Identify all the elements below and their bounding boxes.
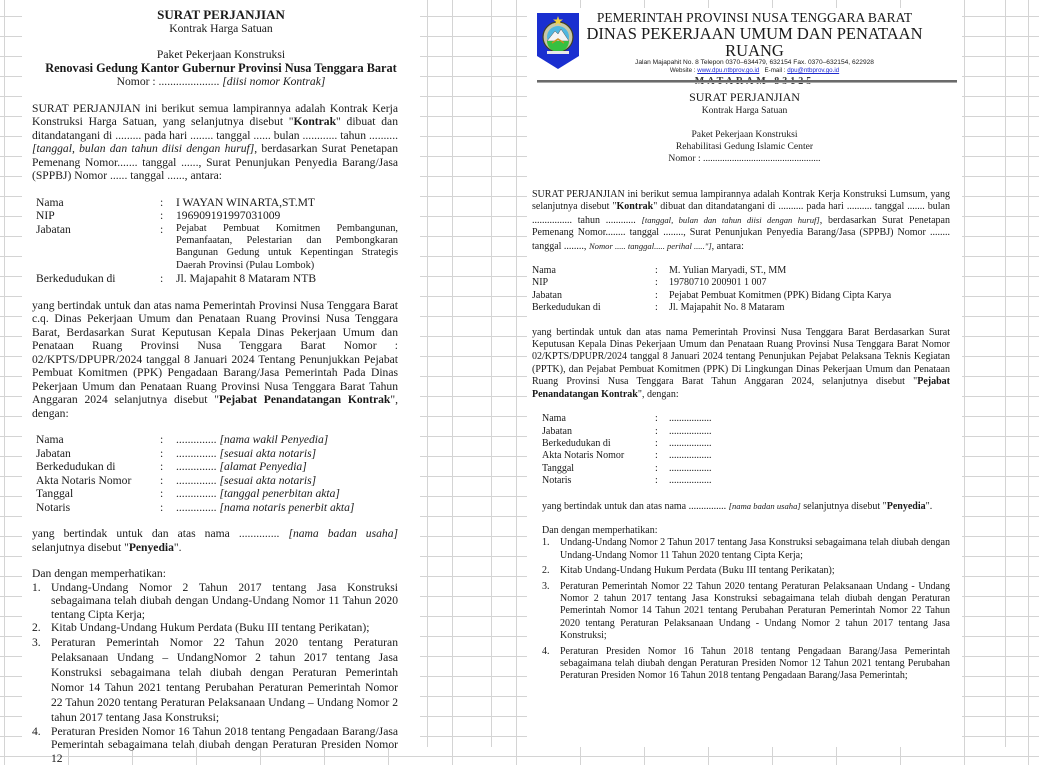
- first-party-row: NIP : 196909191997031009: [36, 209, 281, 222]
- package-label: Paket Pekerjaan Konstruksi: [691, 129, 798, 140]
- doc-title: SURAT PERJANJIAN: [157, 7, 285, 22]
- first-party-row: Jabatan : Pejabat Pembuat Komitmen Pembangunan, Pemanfaatan, Pelestarian dan Pembongkaran Bangunan Gedung untuk Kepentingan Strategis Daerah Provinsi (Pulau Lombok): [36, 222, 398, 271]
- doc-title: SURAT PERJANJIAN: [689, 90, 800, 104]
- list-item: 4. Peraturan Presiden Nomor 16 Tahun 2018 tentang Pengadaan Barang/Jasa Pemerintah sebagaimana telah diubah dengan Peraturan Presiden Nomor 12: [32, 724, 398, 765]
- first-party-row: Jabatan : Pejabat Pembuat Komitmen (PPK) Bidang Cipta Karya: [532, 289, 892, 301]
- list-item: 2. Kitab Undang-Undang Hukum Perdata (Buku III tentang Perikatan);: [542, 565, 835, 577]
- second-party-row: Notaris : .............. [nama notaris penerbit akta]: [36, 500, 355, 514]
- first-party-row: Berkedudukan di : Jl. Majapahit 8 Mataram NTB: [36, 272, 317, 286]
- grid-column-line: [1005, 0, 1006, 747]
- letterhead-address: Jalan Majapahit No. 8 Telepon 0370–634479, 632154 Fax. 0370–632154, 622928: [635, 59, 874, 66]
- second-party-row: Nama : .................: [542, 413, 712, 425]
- second-party-row: Akta Notaris Nomor : .................: [542, 450, 712, 462]
- provider-paragraph: yang bertindak untuk dan atas nama ............... [nama badan usaha] selanjutnya disebut "Penyedia".: [542, 500, 933, 512]
- contract-number: Nomor : .................................................: [668, 153, 821, 164]
- package-name: Renovasi Gedung Kantor Gubernur Provinsi Nusa Tenggara Barat: [45, 60, 397, 75]
- website-link[interactable]: www.dpu.ntbprov.go.id: [697, 67, 760, 74]
- intro-paragraph: SURAT PERJANJIAN ini berikut semua lampirannya adalah Kontrak Kerja Konstruksi Harga Satuan, yang selanjutnya disebut "Kontrak" dibuat dan ditandatangani di ......... pada hari ........ tanggal ...... bulan ............ tahun .......... [tanggal, bulan dan tahun diisi dengan huruf], berdasarkan Surat Penetapan Pemenang Nomor....... tanggal ......, Surat Penunjukan Penyedia Barang/Jasa (SPPBJ) Nomor ...... tanggal ......, antara:: [32, 101, 399, 182]
- second-party-row: Akta Notaris Nomor : .............. [sesuai akta notaris]: [36, 473, 317, 487]
- doc-subtitle: Kontrak Harga Satuan: [169, 21, 273, 35]
- second-party-row: Tanggal : .................: [542, 462, 712, 474]
- first-party-table: [22, 196, 420, 286]
- second-party-table: [22, 433, 420, 514]
- contract-number-prefix: Nomor : .....................: [116, 75, 220, 88]
- first-party-row: Nama : M. Yulian Maryadi, ST., MM: [532, 265, 787, 277]
- grid-column-line: [491, 0, 492, 747]
- letterhead-contact: Website : www.dpu.ntbprov.go.id E-mail : dpu@ntbprov.go.id: [669, 67, 840, 74]
- list-item: 1. Undang-Undang Nomor 2 Tahun 2017 tentang Jasa Konstruksi sebagaimana telah diubah dengan Undang-Undang Nomor 11 Tahun 2020 tentang Cipta Kerja;: [542, 537, 950, 561]
- list-item: 4. Peraturan Presiden Nomor 16 Tahun 2018 tentang Pengadaan Barang/Jasa Pemerintah sebagaimana telah diubah dengan Peraturan Presiden Nomor 12 Tahun 2021 tentang Perubahan Peraturan Presiden Nomor 16 Tahun 2018 tentang Pengadaan Barang/Jasa Pemerintah;: [542, 645, 950, 682]
- list-item: 1. Undang-Undang Nomor 2 Tahun 2017 tentang Jasa Konstruksi sebagaimana telah diubah dengan Undang-Undang Nomor 11 Tahun 2020 tentang Cipta Kerja;: [32, 580, 398, 621]
- first-party-table: [527, 265, 962, 315]
- provider-paragraph: yang bertindak untuk dan atas nama .............. [nama badan usaha] selanjutnya disebut "Penyedia".: [32, 527, 398, 554]
- acting-paragraph: yang bertindak untuk dan atas nama Pemerintah Provinsi Nusa Tenggara Barat Berdasarkan Surat Keputusan Kepala Dinas Pekerjaan Umum dan Penataan Ruang Provinsi Nusa Tenggara Barat Nomor 02/KPTS/DPUPR/2024 tanggal 8 Januari 2024 tentang Penunjukan Pejabat Pelaksana Teknis Kegiatan (PPTK), dan Pejabat Pembuat Komitmen (PPK) Di Lingkungan Dinas Pekerjaan Umum dan Penataan Ruang Provinsi Nusa Tenggara Barat Tahun Anggaran 2024, selanjutnya disebut "Pejabat Penandatangan Kontrak", dengan:: [532, 326, 950, 400]
- intro-paragraph: SURAT PERJANJIAN ini berikut semua lampirannya adalah Kontrak Kerja Konstruksi Lumsum, yang selanjutnya disebut "Kontrak" dibuat dan ditandatangani di .......... pada hari .......... tanggal ....... bulan ................ tahun ............ [tanggal, bulan dan tahun diisi dengan huruf], berdasarkan Surat Penetapan Pemenang Nomor........ tanggal ........, Surat Penunjukan Penyedia Barang/Jasa (SPPBJ) Nomor ........ tanggal ........, Nomor ..... tanggal..... perihal ....."], antara:: [532, 189, 950, 252]
- legal-basis-list: [22, 581, 420, 765]
- letterhead-government: PEMERINTAH PROVINSI NUSA TENGGARA BARAT: [596, 10, 913, 25]
- letterhead-divider: [537, 80, 957, 83]
- letterhead: [527, 8, 962, 84]
- legal-basis-list: [527, 537, 962, 682]
- list-item: 2. Kitab Undang-Undang Hukum Perdata (Buku III tentang Perikatan);: [32, 621, 370, 635]
- acting-paragraph: yang bertindak untuk dan atas nama Pemerintah Provinsi Nusa Tenggara Barat c.q. Dinas Pekerjaan Umum dan Penataan Ruang Provinsi Nusa Tenggara Barat, Berdasarkan Surat Keputusan Kepala Dinas Pekerjaan Umum dan Penataan Ruang Provinsi Nusa Tenggara Barat Nomor : 02/KPTS/DPUPR/2024 tanggal 8 Januari 2024 Tentang Penunjukkan Pejabat Pembuat Komitmen (PPK) Pengadaan Barang/Jasa Pemerintah Pada Dinas Pekerjaan Umum dan Penataan Ruang Provinsi Nusa Tenggara Barat Tahun Anggaran 2024 selanjutnya disebut "Pejabat Penandatangan Kontrak", dengan:: [32, 298, 398, 420]
- considering-heading: Dan dengan memperhatikan:: [32, 567, 166, 581]
- contract-document-left[interactable]: [22, 0, 420, 765]
- contract-number: [22, 75, 420, 89]
- list-item: 3. Peraturan Pemerintah Nomor 22 Tahun 2020 tentang Peraturan Pelaksanaan Undang – UndangNomor 2 tahun 2017 tentang Jasa Konstruksi sebagaimana telah diubah dengan Peraturan Pemerintah Nomor 14 Tahun 2021 tentang Perubahan Peraturan Pemerintah Nomor 22 Tahun 2020 tentang Peraturan Pelaksanaan Undang – Undang Nomor 2 tahun 2017 tentang Jasa Konstruksi;: [32, 635, 398, 724]
- considering-heading: Dan dengan memperhatikan:: [542, 524, 658, 536]
- second-party-row: Jabatan : .................: [542, 425, 712, 437]
- package-label: Paket Pekerjaan Konstruksi: [156, 48, 286, 61]
- first-party-row: NIP : 19780710 200901 1 007: [532, 277, 767, 289]
- first-party-row: Nama : I WAYAN WINARTA,ST.MT: [36, 195, 316, 209]
- package-name: Rehabilitasi Gedung Islamic Center: [675, 141, 814, 152]
- first-party-row: Berkedudukan di : Jl. Majapahit No. 8 Mataram: [532, 302, 785, 314]
- contract-number-hint: [diisi nomor Kontrak]: [222, 75, 326, 88]
- doc-subtitle: Kontrak Harga Satuan: [701, 105, 788, 116]
- grid-column-line: [427, 0, 428, 747]
- second-party-row: Berkedudukan di : .............. [alamat Penyedia]: [36, 460, 307, 474]
- contract-document-right[interactable]: [527, 8, 962, 747]
- letterhead-agency: DINAS PEKERJAAN UMUM DAN PENATAAN RUANG: [586, 24, 923, 60]
- email-link[interactable]: dpu@ntbprov.go.id: [787, 67, 840, 74]
- second-party-row: Berkedudukan di : .................: [542, 437, 712, 449]
- second-party-row: Jabatan : .............. [sesuai akta notaris]: [36, 446, 317, 460]
- second-party-row: Notaris : .................: [542, 475, 712, 487]
- list-item: 3. Peraturan Pemerintah Nomor 22 Tahun 2020 tentang Peraturan Pelaksanaan Undang - Undang Nomor 2 tahun 2017 tentang Jasa Konstruksi sebagaimana telah diubah dengan Peraturan Pemerintah Nomor 14 Tahun 2021 tentang Perubahan Peraturan Pemerintah Nomor 22 Tahun 2020 tentang Peraturan Pelaksanaan Undang - Undang Nomor 2 tahun 2017 tentang Jasa Konstruksi;: [542, 580, 950, 642]
- second-party-table: [527, 413, 962, 487]
- second-party-row: Nama : .............. [nama wakil Penyedia]: [36, 433, 329, 447]
- second-party-row: Tanggal : .............. [tanggal penerbitan akta]: [36, 487, 340, 501]
